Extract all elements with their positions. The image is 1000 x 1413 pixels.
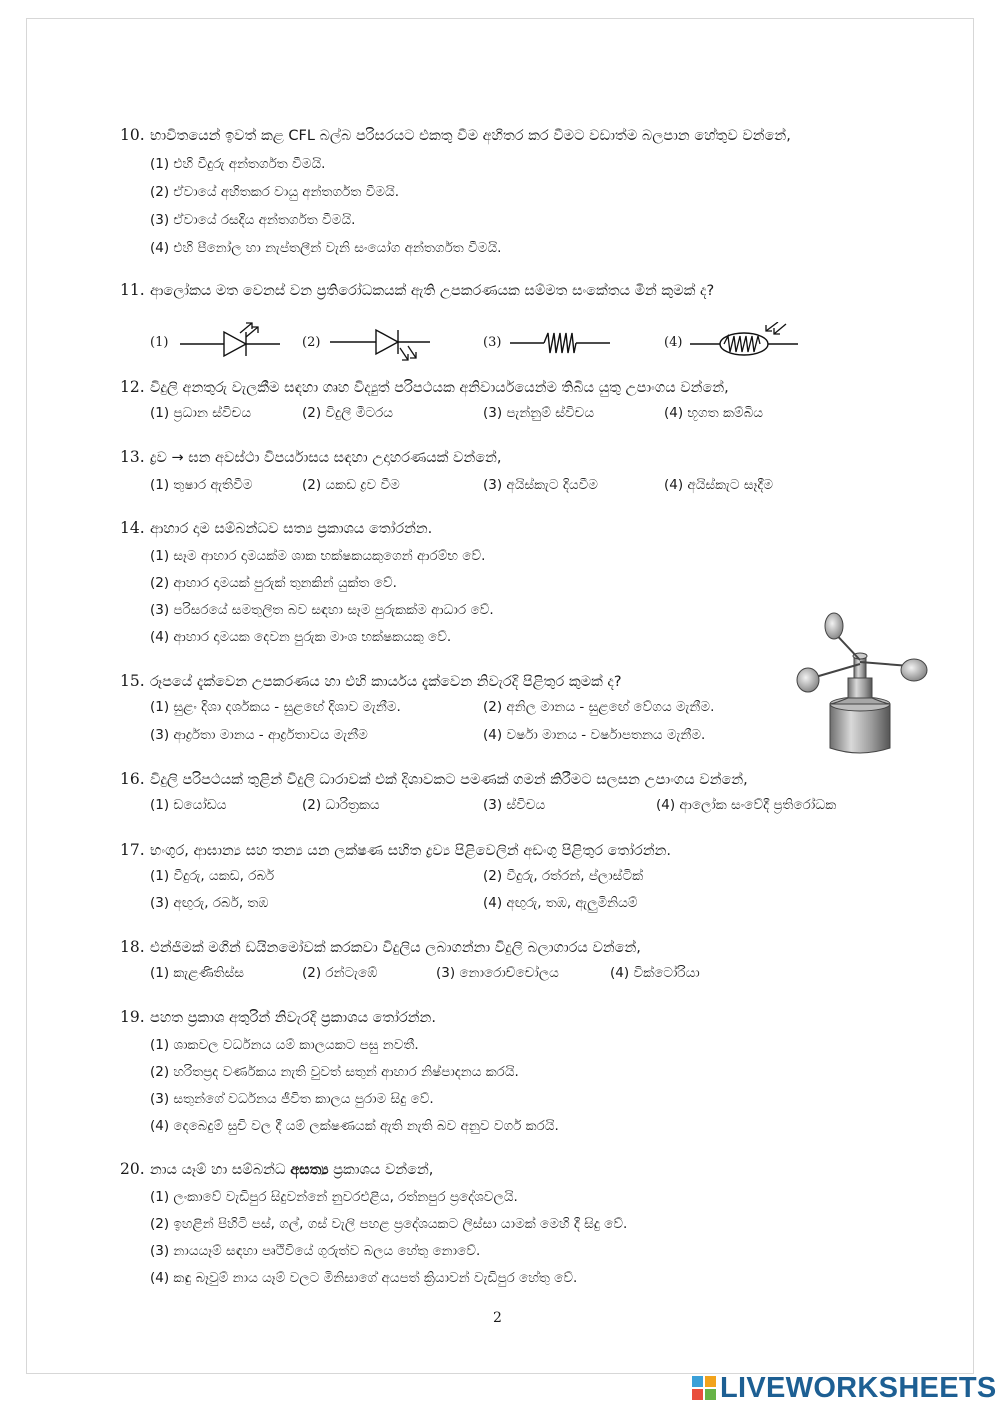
question-text: විදුලි පරිපථයක් තුළින් විදුලි ධාරාවක් එක් දිශාවකට පමණක් ගමන් කිරීමට සලසන උපාංගය වන්නේ, <box>150 772 748 788</box>
question-13 <box>120 447 880 499</box>
option-4[interactable]: (4) ආලෝක සංවේදී ප්‍රතිරෝධක <box>656 797 837 813</box>
question-18 <box>120 937 880 987</box>
option-2[interactable]: (2) අනිල මානය - සුළඟේ වේගය මැනීම. <box>483 699 715 715</box>
option-4[interactable]: (4) කඳු බෑවුම් නාය යෑම් වලට මිනිසාගේ අයපත් ක්‍රියාවන් වැඩිපුර හේතු වේ. <box>150 1270 578 1286</box>
question-number: 10. <box>120 126 145 144</box>
option-4[interactable]: (4) භූගත කම්බිය <box>664 405 763 421</box>
option-3[interactable]: (3) අයිස්කැට දියවීම <box>483 477 598 493</box>
question-text: භාවිතයෙන් ඉවත් කළ CFL බල්බ පරිසරයට එකතු වීම අහිතර කර වීමට වඩාත්ම බලපාන හේතුව වන්නේ, <box>150 128 791 144</box>
option-1[interactable]: (1) සුළං දිශා දර්ශකය - සුළඟේ දිශාව මැනීම. <box>150 699 401 715</box>
question-10 <box>120 125 880 258</box>
question-number: 19. <box>120 1008 145 1026</box>
question-text-pre: නාය යෑම් හා සම්බන්ධ <box>150 1162 291 1178</box>
question-text: ආහාර දාම සම්බන්ධව සත්‍ය ප්‍රකාශය තෝරන්න. <box>150 521 433 537</box>
option-2[interactable]: (2) ඉහළින් පිහිටි පස්, ගල්, ගස් වැලි පහළ ප්‍රදේශයකට ලිස්සා යාමක් මෙහි දී සිදු වේ. <box>150 1216 628 1232</box>
option-4[interactable]: (4) දෙබෙදුම් සුචි වල දී යම් ලක්ෂණයක් ඇති නැති බව අනුව වර්ග කරයි. <box>150 1118 559 1134</box>
question-19 <box>120 1007 880 1136</box>
question-text: එන්ජිමක් මගින් ඩයිනමෝවක් කරකවා විදුලිය ලබාගන්නා විදුලි බලාගාරය වන්නේ, <box>150 940 641 956</box>
question-number: 20. <box>120 1160 145 1178</box>
light-dependent-resistor-icon[interactable] <box>690 322 800 364</box>
option-1[interactable]: (1) ප්‍රධාන ස්විචය <box>150 405 252 421</box>
option-3[interactable]: (3) පරිසරයේ සමතුලිත බව සඳහා සෑම පුරුකක්ම ආධාර වේ. <box>150 602 494 618</box>
question-15 <box>120 671 880 749</box>
question-text: විදුලි අනතුරු වැලකීම සඳහා ගෘහ විද්‍යුත් පරිපථයක අනිවාර්යයෙන්ම තිබිය යුතු උපාංගය වන්නේ, <box>150 380 729 396</box>
option-4-label[interactable]: (4) <box>664 335 683 350</box>
option-2[interactable]: (2) හරිතප්‍රද වර්ණකය නැති වුවත් සතුන් ආහාර නිෂ්පාදනය කරයි. <box>150 1064 519 1080</box>
option-3[interactable]: (3) නායයෑම් සඳහා පෘථිවියේ ගුරුත්ව බලය හේතු නොවේ. <box>150 1243 481 1259</box>
option-3[interactable]: (3) අඟුරු, රබර්, තඹ <box>150 895 269 911</box>
option-4[interactable]: (4) අයිස්කැට සෑදීම <box>664 477 774 493</box>
option-1[interactable]: (1) වීදුරු, යකඩ, රබර් <box>150 868 275 884</box>
question-16 <box>120 769 880 819</box>
option-3[interactable]: (3) සතුන්ගේ වර්ධනය ජීවිත කාලය පුරාම සිදු වේ. <box>150 1091 434 1107</box>
question-12 <box>120 377 880 427</box>
question-number: 14. <box>120 519 145 537</box>
question-17 <box>120 840 880 917</box>
question-text: ආලෝකය මත වෙනස් වන ප්‍රතිරෝධකයක් ඇති උපකරණයක සම්මත සංකේතය මින් කුමක් ද? <box>150 283 715 299</box>
option-2[interactable]: (2) ආහාර දාමයක් පුරුක් තුනකින් යුක්ත වේ. <box>150 575 397 591</box>
option-2[interactable]: (2) ඒවායේ අහිතකර වායු අන්තර්ගත වීමයි. <box>150 184 399 200</box>
question-text: ද්‍රව → ඝන අවස්ථා විපර්යාසය සඳහා උදාහරණයක් වන්නේ, <box>150 450 502 466</box>
option-1[interactable]: (1) කැළණිතිස්ස <box>150 965 244 981</box>
option-1[interactable]: (1) ශාකවල වර්ධනය යම් කාලයකට පසු නවතී. <box>150 1037 419 1053</box>
option-4[interactable]: (4) වර්ෂා මානය - වර්ෂාපතනය මැනීම. <box>483 727 706 743</box>
option-2-label[interactable]: (2) <box>302 335 321 350</box>
option-2[interactable]: (2) යකඩ ද්‍රව වීම <box>302 477 400 493</box>
option-4[interactable]: (4) ආහාර දාමයක දෙවන පුරුක මාංශ භක්ෂකයකු වේ. <box>150 629 452 645</box>
question-text-post: ප්‍රකාශය වන්නේ, <box>328 1162 434 1178</box>
question-number: 11. <box>120 281 145 299</box>
liveworksheets-logo-icon <box>692 1376 716 1400</box>
resistor-icon[interactable] <box>510 322 610 364</box>
option-4[interactable]: (4) එහි පීනෝල හා නැප්තලීන් වැනි සංයෝග අන්තර්ගත වීමයි. <box>150 240 502 256</box>
light-emitting-diode-icon[interactable] <box>180 322 280 364</box>
option-1[interactable]: (1) තුෂාර ඇතිවීම <box>150 477 253 493</box>
question-20 <box>120 1159 880 1288</box>
option-3[interactable]: (3) ඒවායේ රසදිය අන්තර්ගත වීමයි. <box>150 212 356 228</box>
question-number: 15. <box>120 672 145 690</box>
brand-text: LIVEWORKSHEETS <box>720 1371 997 1404</box>
option-3-label[interactable]: (3) <box>483 335 502 350</box>
option-3[interactable]: (3) ආර්ද්‍රතා මානය - ආර්ද්‍රතාවය මැනීම <box>150 727 368 743</box>
question-number: 13. <box>120 448 145 466</box>
question-number: 17. <box>120 841 145 859</box>
question-14 <box>120 518 880 647</box>
option-2[interactable]: (2) විදුලි මීටරය <box>302 405 393 421</box>
question-text: පහත ප්‍රකාශ අතුරින් නිවැරදි ප්‍රකාශය තෝරන්න. <box>150 1010 436 1026</box>
question-number: 16. <box>120 770 145 788</box>
option-2[interactable]: (2) රන්ටැඹේ <box>302 965 378 981</box>
symbol-options <box>150 322 810 364</box>
option-1[interactable]: (1) ඩයෝඩය <box>150 797 227 813</box>
question-text-emphasis: අසත්‍ය <box>290 1162 329 1178</box>
photodiode-icon[interactable] <box>330 322 430 364</box>
option-3[interactable]: (3) නොරොච්චෝලය <box>436 965 559 981</box>
option-1[interactable]: (1) එහි වීදුරු අන්තර්ගත වීමයි. <box>150 156 326 172</box>
option-3[interactable]: (3) ස්විචය <box>483 797 546 813</box>
option-4[interactable]: (4) අඟුරු, තඹ, ඇලුමිනියම් <box>483 895 638 911</box>
option-2[interactable]: (2) වීදුරු, රත්රන්, ප්ලාස්ටික් <box>483 868 644 884</box>
option-1[interactable]: (1) ලංකාවේ වැඩිපුර සිදුවන්නේ නුවරඑළිය, රත්නපුර ප්‍රදේශවලයි. <box>150 1189 518 1205</box>
option-3[interactable]: (3) පැන්නුම් ස්විචය <box>483 405 595 421</box>
option-1-label[interactable]: (1) <box>150 335 169 350</box>
question-text: රූපයේ දැක්වෙන උපකරණය හා එහි කාර්යය දැක්වෙන නිවැරදි පිළිතුර කුමක් ද? <box>150 674 622 690</box>
liveworksheets-brand[interactable] <box>692 1371 997 1405</box>
question-11 <box>120 280 880 301</box>
question-text: භංගුර, ආඝාන්‍ය සහ තන්‍ය යන ලක්ෂණ සහිත ද්‍රව්‍ය පිළිවෙලින් අඩංගු පිළිතුර තෝරන්න. <box>150 843 671 859</box>
question-number: 18. <box>120 938 145 956</box>
option-1[interactable]: (1) සෑම ආහාර දාමයක්ම ශාක භක්ෂකයකුගෙන් ආරම්භ වේ. <box>150 548 486 564</box>
option-2[interactable]: (2) ධාරිත්‍රකය <box>302 797 380 813</box>
page-number: 2 <box>493 1310 502 1326</box>
question-number: 12. <box>120 378 145 396</box>
option-4[interactable]: (4) වික්ටෝරියා <box>610 965 700 981</box>
